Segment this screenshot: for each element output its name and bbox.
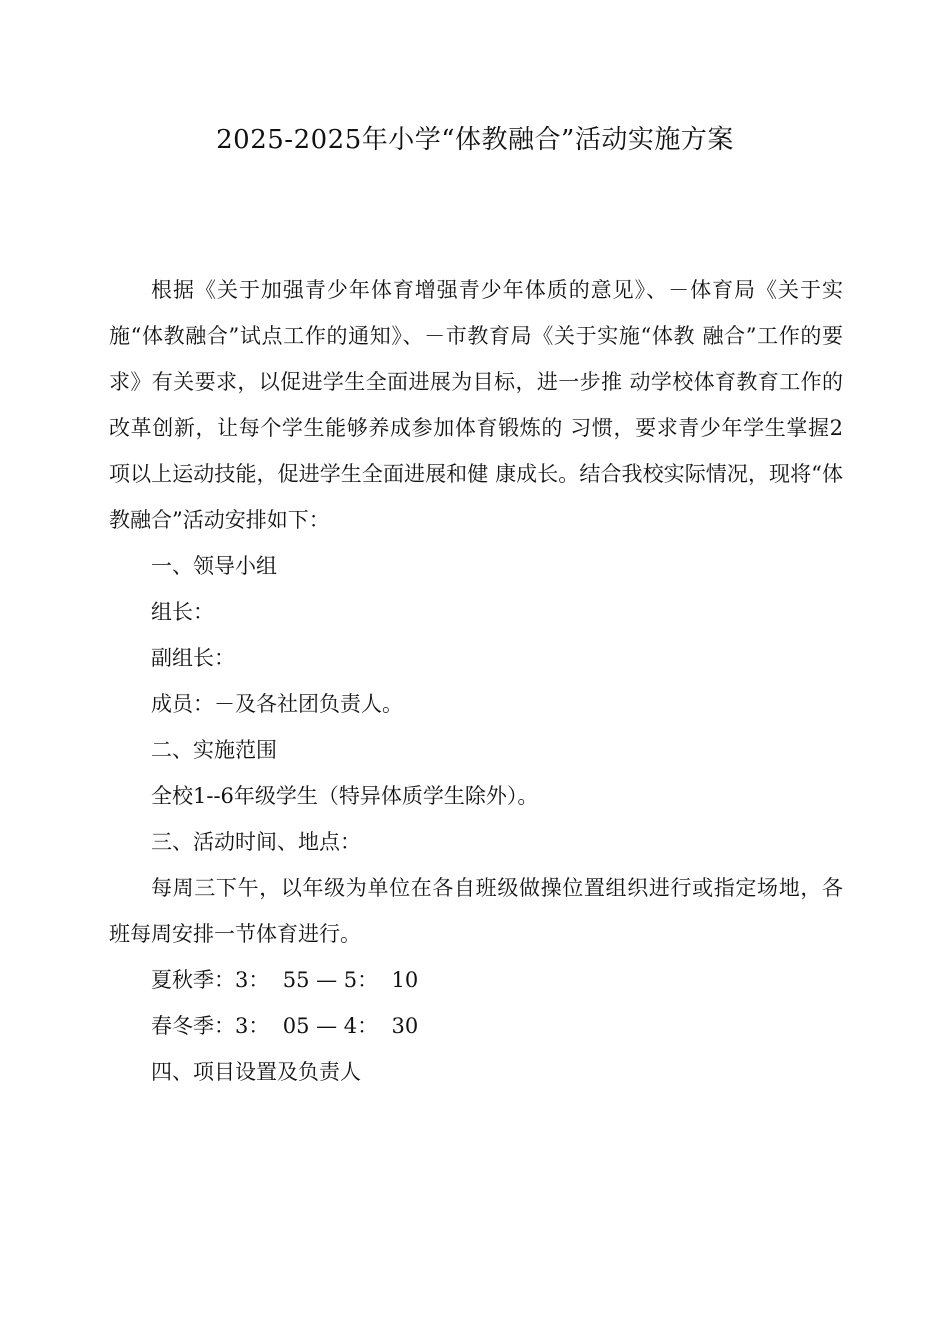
spring-winter-schedule: 春冬季：3： 05 — 4： 30	[151, 1014, 419, 1038]
scope-line: 全校1--6年级学生（特异体质学生除外）。	[151, 784, 539, 808]
deputy-leader-line: 副组长：	[151, 646, 235, 670]
document-body	[109, 267, 843, 1095]
members-line: 成员：－及各社团负责人。	[151, 692, 403, 716]
time-place-paragraph: 每周三下午，以年级为单位在各自班级做操位置组织进行或指定场地，各班每周安排一节体育进行。	[109, 876, 843, 946]
summer-autumn-schedule: 夏秋季：3： 55 — 5： 10	[151, 968, 419, 992]
section-heading-scope: 二、实施范围	[151, 738, 277, 762]
leader-line: 组长：	[151, 600, 214, 624]
section-heading-projects: 四、项目设置及负责人	[151, 1060, 361, 1084]
intro-paragraph: 根据《关于加强青少年体育增强青少年体质的意见》、－体育局《关于实施“体教融合”试点工作的通知》、－市教育局《关于实施“体教 融合”工作的要求》有关要求，以促进学生全面进展为目标，进一步推 动学校体育教育工作的改革创新，让每个学生能够养成参加体育锻炼的 习惯，要求青少年学生掌握2项以上运动技能，促进学生全面进展和健 康成长。结合我校实际情况，现将“体教融合”活动安排如下：	[109, 278, 843, 532]
document-title: 2025-2025年小学“体教融合”活动实施方案	[216, 125, 734, 155]
section-heading-leadership: 一、领导小组	[151, 554, 277, 578]
section-heading-time-place: 三、活动时间、地点：	[151, 830, 361, 854]
